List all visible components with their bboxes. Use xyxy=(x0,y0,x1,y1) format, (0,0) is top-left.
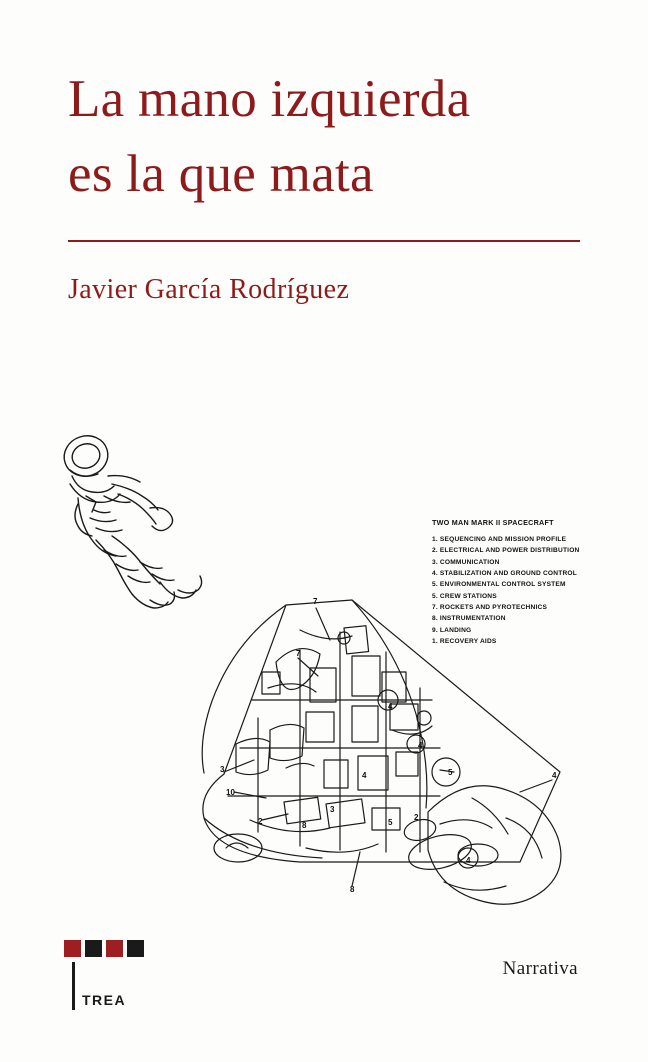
logo-square-black-1 xyxy=(85,940,102,957)
svg-text:8: 8 xyxy=(350,885,355,894)
list-item: 3. COMMUNICATION xyxy=(432,558,500,566)
svg-text:5: 5 xyxy=(448,768,453,777)
svg-text:4: 4 xyxy=(362,771,367,780)
svg-text:5: 5 xyxy=(388,818,393,827)
legend-title: TWO MAN MARK II SPACECRAFT xyxy=(432,518,554,527)
title-block xyxy=(68,62,588,213)
list-item: 5. CREW STATIONS xyxy=(432,592,497,600)
collection-name: Narrativa xyxy=(502,958,578,979)
page-title xyxy=(68,62,588,213)
svg-text:3: 3 xyxy=(220,765,225,774)
cover-illustration xyxy=(0,400,648,920)
svg-text:7: 7 xyxy=(313,597,318,606)
logo-square-red-1 xyxy=(64,940,81,957)
svg-text:4: 4 xyxy=(466,856,471,865)
svg-text:7: 7 xyxy=(296,649,301,658)
svg-text:10: 10 xyxy=(226,788,235,797)
spacecraft-illustration-svg xyxy=(0,400,648,920)
title-line-2: es la que mata xyxy=(68,145,374,204)
list-item: 2. ELECTRICAL AND POWER DISTRIBUTION xyxy=(432,547,580,555)
logo-vertical-bar xyxy=(72,962,75,1010)
title-divider xyxy=(68,240,580,242)
svg-text:8: 8 xyxy=(302,821,307,830)
list-item: 5. ENVIRONMENTAL CONTROL SYSTEM xyxy=(432,581,566,589)
publisher-name: TREA xyxy=(82,992,127,1008)
list-item: 1. RECOVERY AIDS xyxy=(432,637,497,645)
list-item: 7. ROCKETS AND PYROTECHNICS xyxy=(432,603,548,611)
logo-squares xyxy=(64,940,140,958)
diagram-legend xyxy=(432,518,622,647)
author-name: Javier García Rodríguez xyxy=(68,274,350,305)
svg-text:4: 4 xyxy=(388,702,393,711)
logo-square-black-2 xyxy=(127,940,144,957)
svg-text:4: 4 xyxy=(418,741,423,750)
list-item: 8. INSTRUMENTATION xyxy=(432,615,506,623)
publisher-logo xyxy=(64,940,184,1010)
list-item: 4. STABILIZATION AND GROUND CONTROL xyxy=(432,569,577,577)
title-line-1: La mano izquierda xyxy=(68,70,471,128)
svg-text:2: 2 xyxy=(258,817,263,826)
astronaut-figure xyxy=(59,430,202,608)
list-item: 9. LANDING xyxy=(432,626,472,634)
svg-text:2: 2 xyxy=(414,813,419,822)
svg-text:4: 4 xyxy=(552,771,557,780)
svg-text:3: 3 xyxy=(330,805,335,814)
list-item: 1. SEQUENCING AND MISSION PROFILE xyxy=(432,536,567,543)
logo-square-red-2 xyxy=(106,940,123,957)
